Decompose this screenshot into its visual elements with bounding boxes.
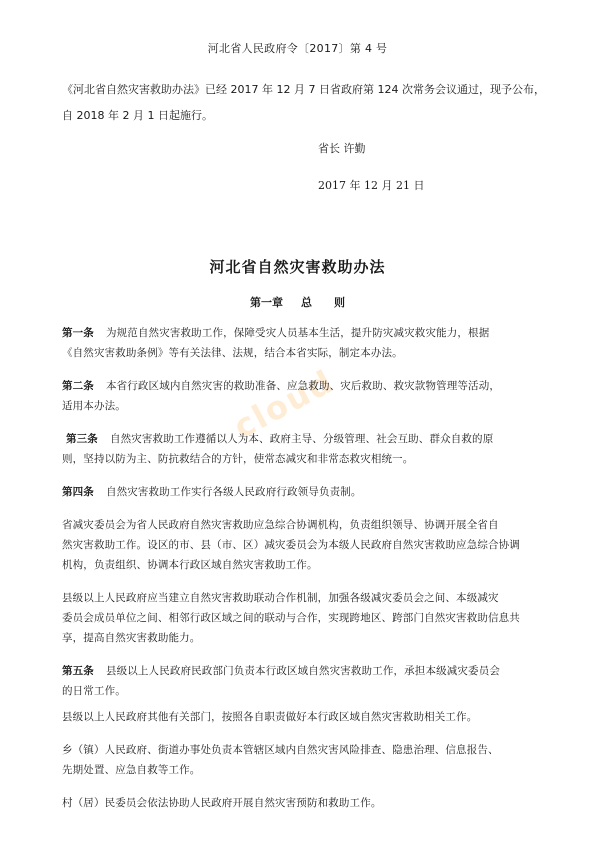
body-line bbox=[62, 610, 520, 625]
article-text: 县级以上人民政府其他有关部门，按照各自职责做好本行政区域自然灾害救助相关工作。 bbox=[62, 711, 478, 723]
body-line bbox=[62, 762, 200, 777]
body-line bbox=[62, 378, 500, 393]
article-text: 自然灾害救助工作遵循以人为本、政府主导、分级管理、社会互助、群众自救的原 bbox=[109, 433, 494, 445]
body-line bbox=[62, 683, 126, 698]
article-text: 为规范自然灾害救助工作，保障受灾人员基本生活，提升防灾减灾救灾能力，根据 bbox=[105, 327, 490, 339]
watermark-logo: cloud bbox=[227, 361, 341, 447]
body-line bbox=[62, 742, 499, 757]
article-text: 县级以上人民政府应当建立自然灾害救助联动合作机制，加强各级减灾委员会之间、本级减灾 bbox=[62, 592, 499, 604]
article-text: 县级以上人民政府民政部门负责本行政区域自然灾害救助工作，承担本级减灾委员会 bbox=[105, 665, 501, 677]
body-line bbox=[62, 537, 520, 552]
body-line bbox=[66, 431, 493, 446]
body-line bbox=[62, 345, 403, 360]
body-line bbox=[62, 557, 318, 572]
article-text: 机构，负责组织、协调本行政区域自然灾害救助工作。 bbox=[62, 559, 318, 571]
article-number: 第三条 bbox=[66, 433, 98, 445]
chapter-name-part-1: 总 bbox=[301, 296, 312, 309]
article-text: 《自然灾害救助条例》等有关法律、法规，结合本省实际，制定本办法。 bbox=[62, 347, 403, 359]
sign-date: 2017 年 12 月 21 日 bbox=[318, 179, 425, 192]
article-number: 第四条 bbox=[62, 486, 94, 498]
promulgation-text-line-2: 自 2018 年 2 月 1 日起施行。 bbox=[62, 109, 213, 122]
body-line bbox=[62, 517, 499, 532]
article-text: 则，坚持以防为主、防抗救结合的方针，使常态减灾和非常态救灾相统一。 bbox=[62, 453, 414, 465]
article-number: 第二条 bbox=[62, 380, 94, 392]
body-line bbox=[62, 663, 500, 678]
article-text: 适用本办法。 bbox=[62, 400, 126, 412]
article-text: 省减灾委员会为省人民政府自然灾害救助应急综合协调机构，负责组织领导、协调开展全省自 bbox=[62, 519, 499, 531]
article-text: 村（居）民委员会依法协助人民政府开展自然灾害预防和救助工作。 bbox=[62, 797, 382, 809]
article-text: 先期处置、应急自救等工作。 bbox=[62, 764, 201, 776]
body-line bbox=[62, 398, 126, 413]
signer: 省长 许勤 bbox=[318, 142, 366, 155]
body-line bbox=[62, 795, 382, 810]
document-title: 河北省自然灾害救助办法 bbox=[209, 258, 386, 276]
article-text: 然灾害救助工作。设区的市、县（市、区）减灾委员会为本级人民政府自然灾害救助应急综合协调 bbox=[62, 539, 520, 551]
decree-title: 河北省人民政府令〔2017〕第 4 号 bbox=[207, 42, 388, 55]
article-text: 委员会成员单位之间、相邻行政区域之间的联动与合作，实现跨地区、跨部门自然灾害救助信息共 bbox=[62, 612, 520, 624]
article-text: 自然灾害救助工作实行各级人民政府行政领导负责制。 bbox=[105, 486, 362, 498]
body-line bbox=[62, 451, 413, 466]
article-number: 第一条 bbox=[62, 327, 94, 339]
promulgation-text-line-1: 《河北省自然灾害救助办法》已经 2017 年 12 月 7 日省政府第 124 次常务会议通过，现予公布， bbox=[62, 83, 545, 96]
article-text: 的日常工作。 bbox=[62, 685, 126, 697]
body-line bbox=[62, 590, 499, 605]
chapter-label: 第一章 bbox=[250, 296, 283, 309]
article-text: 乡（镇）人民政府、街道办事处负责本管辖区域内自然灾害风险排查、隐患治理、信息报告、 bbox=[62, 744, 499, 756]
body-line bbox=[62, 325, 489, 340]
chapter-name-part-2: 则 bbox=[334, 296, 345, 309]
body-line bbox=[62, 484, 362, 499]
article-text: 本省行政区域内自然灾害的救助准备、应急救助、灾后救助、救灾款物管理等活动， bbox=[105, 380, 501, 392]
chapter-heading bbox=[0, 294, 595, 310]
article-text: 享，提高自然灾害救助能力。 bbox=[62, 632, 201, 644]
body-line bbox=[62, 630, 200, 645]
body-line bbox=[62, 709, 477, 724]
article-number: 第五条 bbox=[62, 665, 94, 677]
